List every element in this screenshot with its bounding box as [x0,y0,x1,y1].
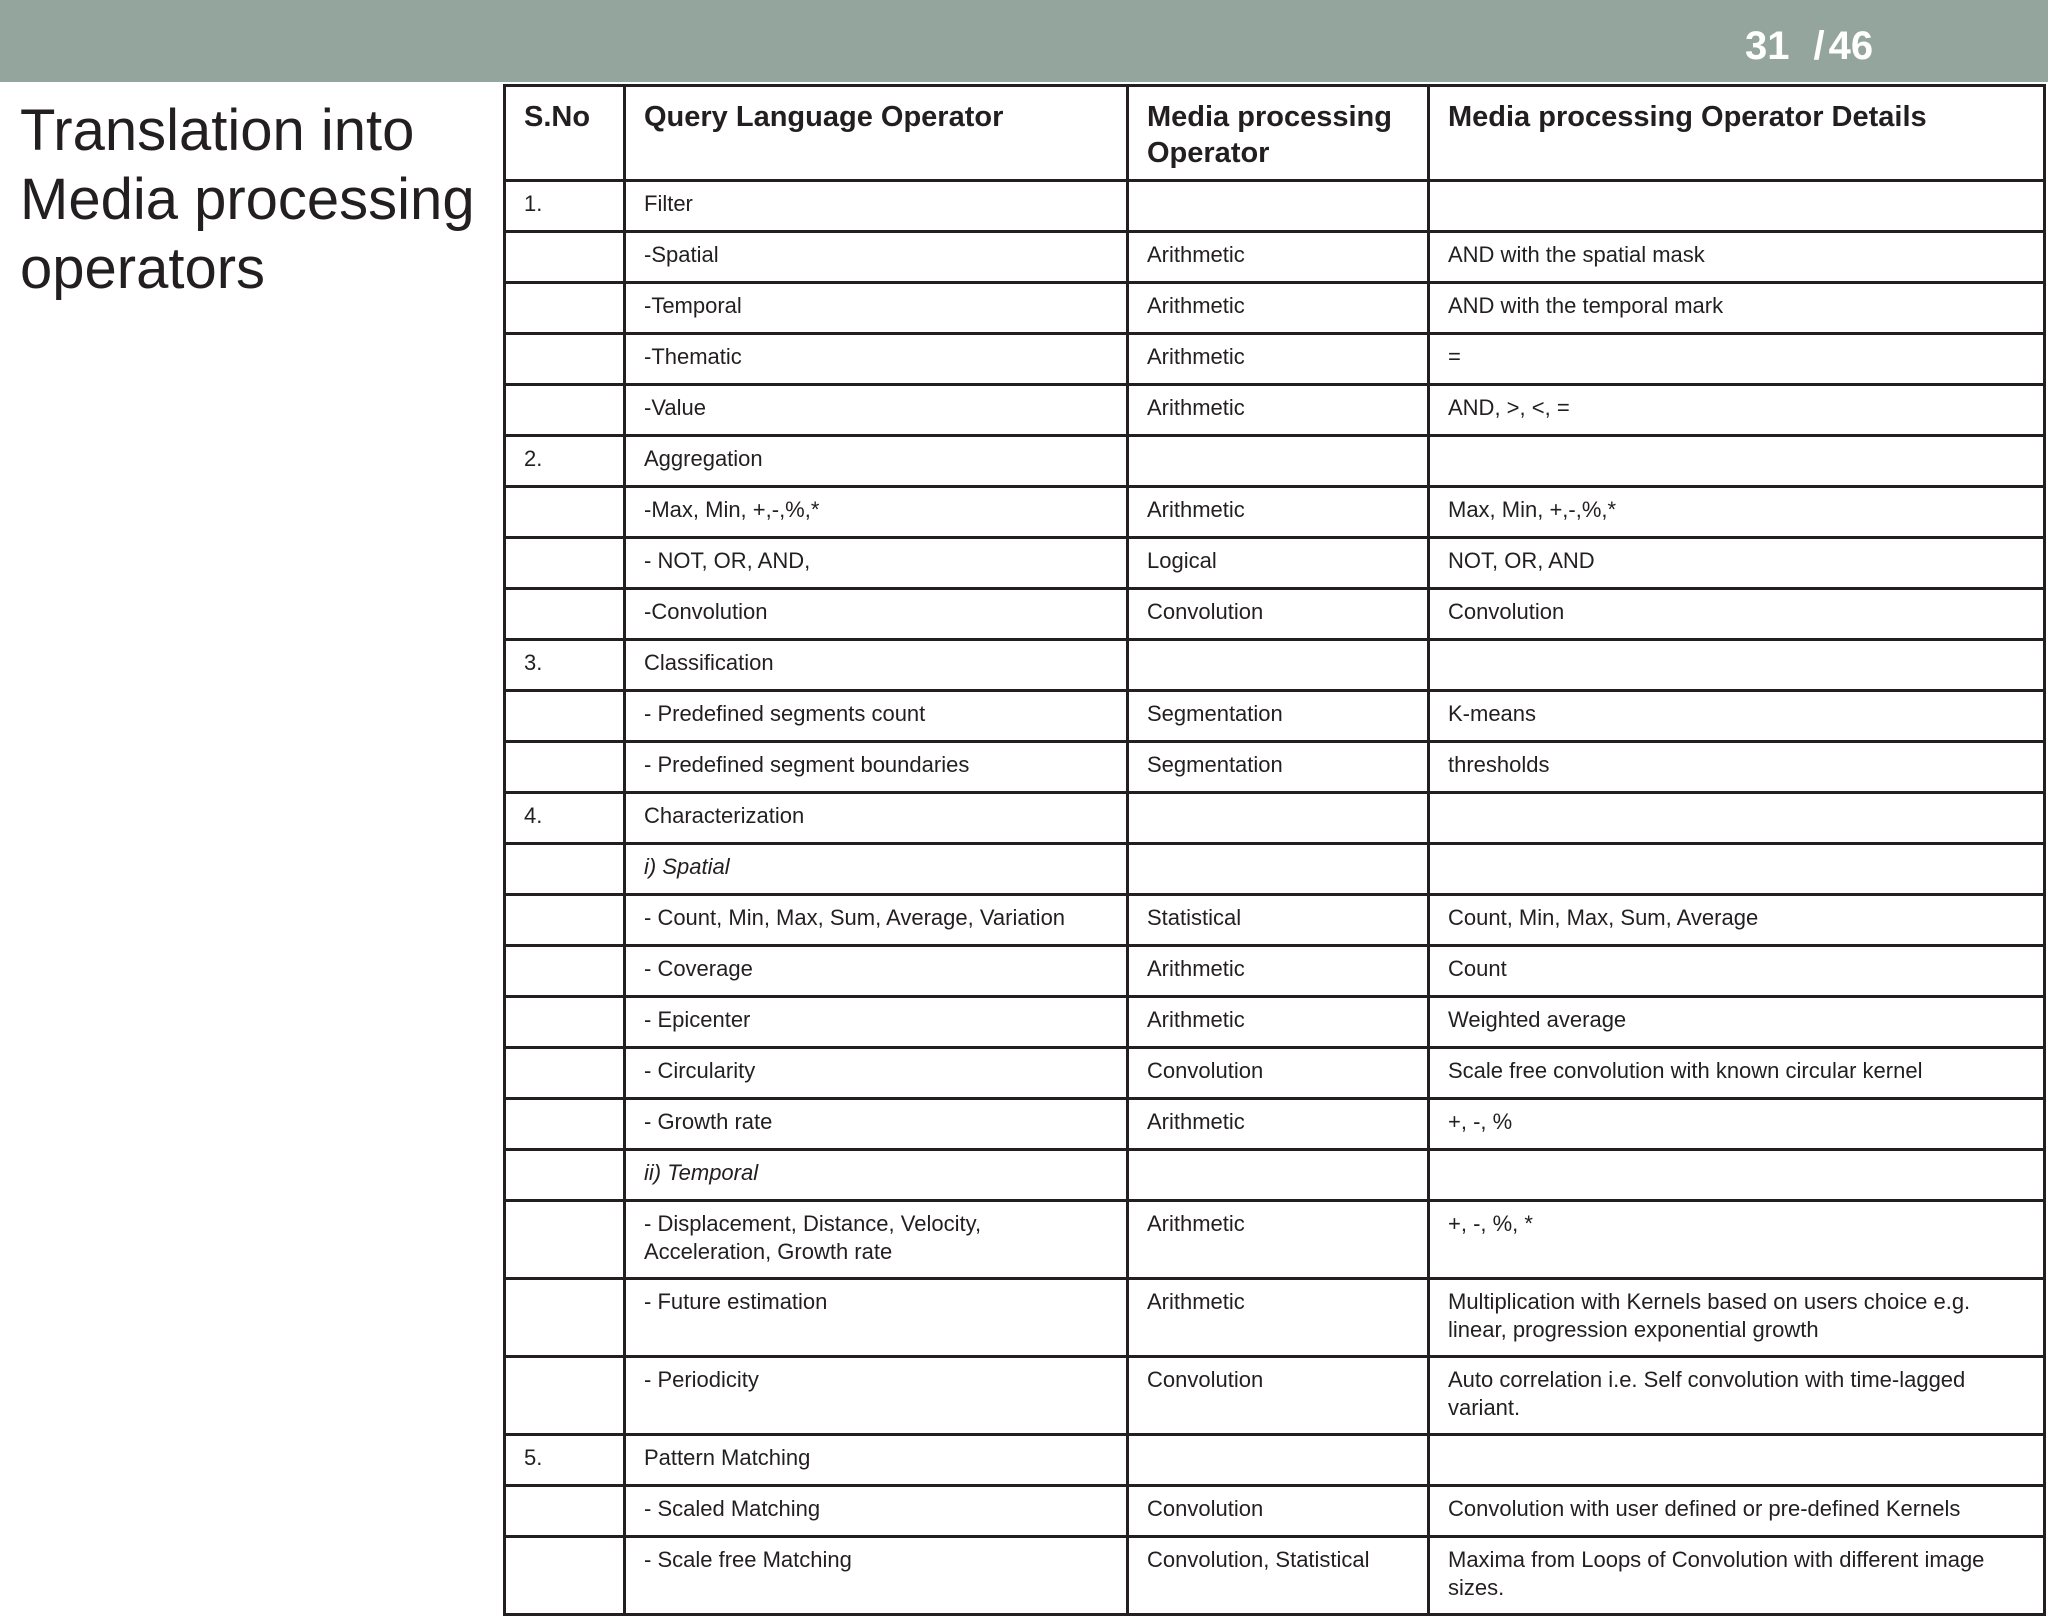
cell-media-operator: Convolution [1128,589,1429,640]
cell-media-operator: Arithmetic [1128,1201,1429,1279]
cell-media-operator: Logical [1128,538,1429,589]
table-row [505,538,2045,589]
cell-operator-details [1429,436,2045,487]
cell-sno [505,1048,625,1099]
table-row [505,487,2045,538]
cell-media-operator: Arithmetic [1128,946,1429,997]
cell-operator-details [1429,844,2045,895]
table-row [505,436,2045,487]
cell-media-operator: Arithmetic [1128,1099,1429,1150]
table-row [505,895,2045,946]
cell-media-operator: Arithmetic [1128,334,1429,385]
cell-media-operator: Convolution, Statistical [1128,1537,1429,1615]
cell-query-operator: -Spatial [625,232,1128,283]
cell-operator-details [1429,640,2045,691]
column-header-query-operator: Query Language Operator [625,86,1128,181]
table-row [505,742,2045,793]
table-row [505,997,2045,1048]
cell-media-operator: Arithmetic [1128,997,1429,1048]
cell-query-operator: - NOT, OR, AND, [625,538,1128,589]
cell-query-operator: -Temporal [625,283,1128,334]
cell-operator-details: AND with the temporal mark [1429,283,2045,334]
cell-sno [505,1099,625,1150]
cell-media-operator [1128,1435,1429,1486]
cell-sno [505,1201,625,1279]
table-header-row [505,86,2045,181]
cell-operator-details: Maxima from Loops of Convolution with different image sizes. [1429,1537,2045,1615]
cell-media-operator: Convolution [1128,1486,1429,1537]
cell-sno [505,1357,625,1435]
cell-sno [505,895,625,946]
cell-sno [505,283,625,334]
cell-sno: 2. [505,436,625,487]
cell-query-operator: Classification [625,640,1128,691]
cell-query-operator: Aggregation [625,436,1128,487]
cell-media-operator [1128,181,1429,232]
cell-sno: 5. [505,1435,625,1486]
table-row [505,1279,2045,1357]
table-row [505,1486,2045,1537]
cell-query-operator: - Circularity [625,1048,1128,1099]
table-row [505,1537,2045,1615]
current-page-number: 31 [1745,24,1790,68]
cell-query-operator: Pattern Matching [625,1435,1128,1486]
cell-operator-details: Max, Min, +,-,%,* [1429,487,2045,538]
cell-query-operator: - Displacement, Distance, Velocity, Acceleration, Growth rate [625,1201,1128,1279]
cell-sno [505,1486,625,1537]
cell-sno [505,742,625,793]
cell-operator-details: AND with the spatial mask [1429,232,2045,283]
operators-table [503,84,2046,1616]
table-row [505,691,2045,742]
cell-operator-details [1429,181,2045,232]
cell-operator-details [1429,1150,2045,1201]
cell-operator-details: Convolution with user defined or pre-defined Kernels [1429,1486,2045,1537]
cell-query-operator: -Max, Min, +,-,%,* [625,487,1128,538]
table-row [505,1099,2045,1150]
cell-sno [505,589,625,640]
cell-media-operator: Segmentation [1128,742,1429,793]
table-body [505,181,2045,1615]
cell-media-operator: Convolution [1128,1048,1429,1099]
table-row [505,334,2045,385]
table-row [505,1357,2045,1435]
cell-media-operator [1128,1150,1429,1201]
table-row [505,1048,2045,1099]
column-header-sno: S.No [505,86,625,181]
cell-sno: 1. [505,181,625,232]
cell-operator-details: = [1429,334,2045,385]
cell-query-operator: - Scaled Matching [625,1486,1128,1537]
table-row [505,946,2045,997]
cell-query-operator: -Thematic [625,334,1128,385]
cell-sno [505,538,625,589]
table-row [505,844,2045,895]
cell-query-operator: - Coverage [625,946,1128,997]
total-pages-number: 46 [1828,24,1874,68]
cell-media-operator [1128,844,1429,895]
cell-operator-details: Weighted average [1429,997,2045,1048]
cell-query-operator: - Predefined segments count [625,691,1128,742]
cell-query-operator: - Periodicity [625,1357,1128,1435]
cell-media-operator [1128,640,1429,691]
column-header-operator-details: Media processing Operator Details [1429,86,2045,181]
cell-sno [505,946,625,997]
cell-operator-details: Multiplication with Kernels based on users choice e.g. linear, progression exponential growth [1429,1279,2045,1357]
table-row [505,1435,2045,1486]
cell-operator-details: AND, >, <, = [1429,385,2045,436]
cell-operator-details: thresholds [1429,742,2045,793]
cell-query-operator: -Convolution [625,589,1128,640]
header-bar [0,0,2048,82]
cell-sno: 3. [505,640,625,691]
cell-sno [505,487,625,538]
cell-sno [505,691,625,742]
cell-operator-details: NOT, OR, AND [1429,538,2045,589]
cell-operator-details: Count [1429,946,2045,997]
table-row [505,181,2045,232]
cell-sno: 4. [505,793,625,844]
cell-media-operator: Arithmetic [1128,283,1429,334]
cell-operator-details [1429,1435,2045,1486]
table-row [505,1150,2045,1201]
slide-title: Translation into Media processing operators [20,98,475,301]
cell-sno [505,232,625,283]
table-row [505,232,2045,283]
cell-query-operator: - Future estimation [625,1279,1128,1357]
cell-operator-details: Scale free convolution with known circular kernel [1429,1048,2045,1099]
table-row [505,793,2045,844]
cell-sno [505,844,625,895]
cell-media-operator [1128,436,1429,487]
cell-operator-details: +, -, % [1429,1099,2045,1150]
cell-query-operator: - Epicenter [625,997,1128,1048]
cell-query-operator: ii) Temporal [625,1150,1128,1201]
cell-media-operator: Arithmetic [1128,232,1429,283]
cell-sno [505,1150,625,1201]
cell-sno [505,334,625,385]
cell-media-operator: Arithmetic [1128,1279,1429,1357]
cell-sno [505,1537,625,1615]
table-row [505,1201,2045,1279]
cell-query-operator: - Count, Min, Max, Sum, Average, Variation [625,895,1128,946]
cell-operator-details: K-means [1429,691,2045,742]
cell-query-operator: i) Spatial [625,844,1128,895]
cell-media-operator [1128,793,1429,844]
cell-media-operator: Convolution [1128,1357,1429,1435]
cell-query-operator: - Scale free Matching [625,1537,1128,1615]
table-row [505,640,2045,691]
cell-query-operator: - Predefined segment boundaries [625,742,1128,793]
cell-sno [505,1279,625,1357]
cell-query-operator: Characterization [625,793,1128,844]
cell-sno [505,385,625,436]
cell-operator-details [1429,793,2045,844]
table-row [505,283,2045,334]
cell-operator-details: +, -, %, * [1429,1201,2045,1279]
cell-operator-details: Auto correlation i.e. Self convolution with time-lagged variant. [1429,1357,2045,1435]
cell-media-operator: Arithmetic [1128,385,1429,436]
table-row [505,385,2045,436]
cell-operator-details: Count, Min, Max, Sum, Average [1429,895,2045,946]
column-header-media-operator: Media processing Operator [1128,86,1429,181]
cell-sno [505,997,625,1048]
cell-query-operator: -Value [625,385,1128,436]
cell-operator-details: Convolution [1429,589,2045,640]
cell-query-operator: - Growth rate [625,1099,1128,1150]
cell-query-operator: Filter [625,181,1128,232]
cell-media-operator: Statistical [1128,895,1429,946]
page-indicator [1745,22,1873,70]
table-row [505,589,2045,640]
cell-media-operator: Arithmetic [1128,487,1429,538]
page-separator: / [1813,24,1825,68]
cell-media-operator: Segmentation [1128,691,1429,742]
